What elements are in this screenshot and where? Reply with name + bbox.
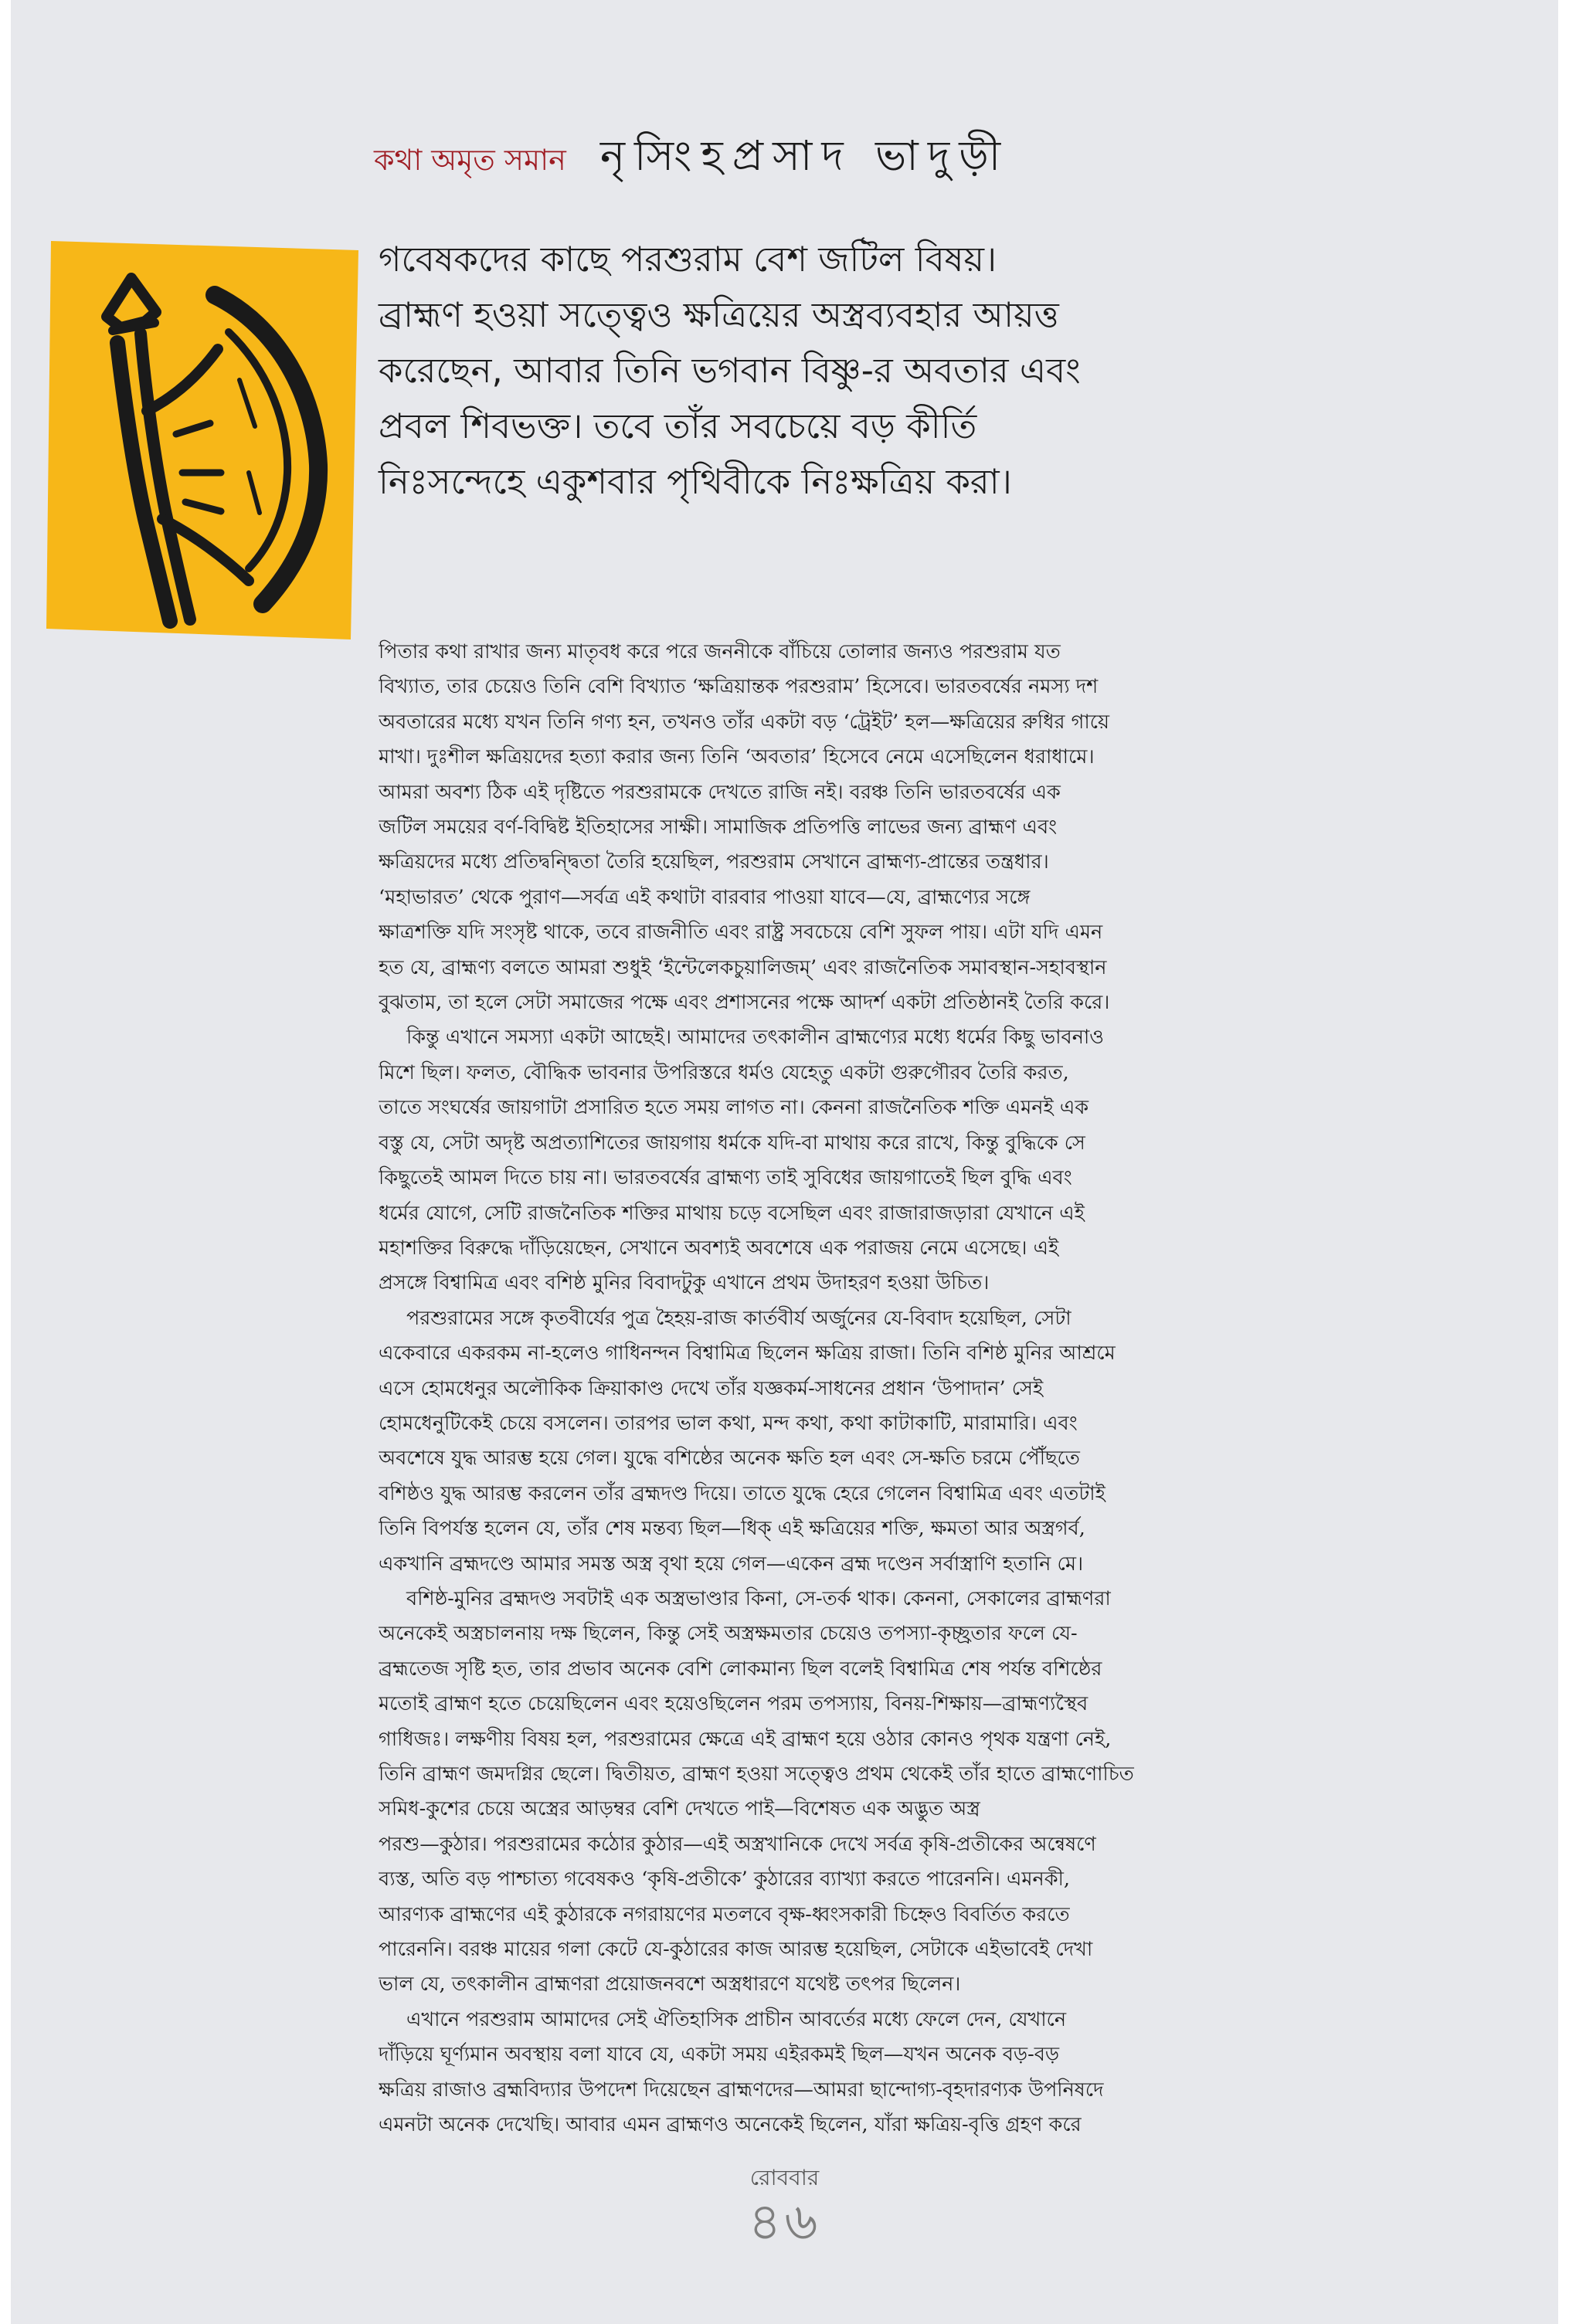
footer-label: রোববার	[749, 2165, 820, 2190]
body-line: পারেননি। বরঞ্চ মায়ের গলা কেটে যে-কুঠারের কাজ আরম্ভ হয়েছিল, সেটাকে এইভাবেই দেখা	[379, 1938, 1093, 1962]
body-line: ধর্মের যোগে, সেটি রাজনৈতিক শক্তির মাথায় চড়ে বসেছিল এবং রাজারাজড়ারা যেখানে এই	[379, 1201, 1085, 1225]
body-line: হোমধেনুটিকেই চেয়ে বসলেন। তারপর ভাল কথা, মন্দ কথা, কথা কাটাকাটি, মারামারি। এবং	[379, 1411, 1078, 1435]
body-line: ব্যস্ত, অতি বড় পাশ্চাত্য গবেষকও ‘কৃষি-প্রতীকে’ কুঠারের ব্যাখ্যা করতে পারেননি। এমনকী,	[379, 1868, 1071, 1891]
page-number: ৪৬	[748, 2192, 821, 2251]
body-line: অনেকেই অস্ত্রচালনায় দক্ষ ছিলেন, কিন্তু সেই অস্ত্রক্ষমতার চেয়েও তপস্যা-কৃচ্ছ্রতার ফলে যে-	[379, 1622, 1078, 1646]
body-line: একখানি ব্রহ্মদণ্ডে আমার সমস্ত অস্ত্র বৃথা হয়ে গেল—একেন ব্রহ্ম দণ্ডেন সর্বাস্ত্রাণি হতানি মে।	[379, 1552, 1084, 1576]
body-line: বশিষ্ঠ-মুনির ব্রহ্মদণ্ড সবটাই এক অস্ত্রভাণ্ডার কিনা, সে-তর্ক থাক। কেননা, সেকালের ব্রাহ্মণরা	[406, 1586, 1111, 1610]
body-line: কিন্তু এখানে সমস্যা একটা আছেই। আমাদের তৎকালীন ব্রাহ্মণ্যের মধ্যে ধর্মের কিছু ভাবনাও	[406, 1026, 1105, 1050]
body-line: আমরা অবশ্য ঠিক এই দৃষ্টিতে পরশুরামকে দেখতে রাজি নই। বরঞ্চ তিনি ভারতবর্ষের এক	[379, 780, 1061, 804]
body-line: পিতার কথা রাখার জন্য মাতৃবধ করে পরে জননীকে বাঁচিয়ে তোলার জন্যও পরশুরাম যত	[379, 640, 1061, 663]
column-name: কথা অমৃত সমান	[374, 143, 566, 177]
body-line: গাধিজঃ। লক্ষণীয় বিষয় হল, পরশুরামের ক্ষেত্রে এই ব্রাহ্মণ হয়ে ওঠার কোনও পৃথক যন্ত্রণা নেই,	[379, 1727, 1112, 1751]
body-line: অবশেষে যুদ্ধ আরম্ভ হয়ে গেল। যুদ্ধে বশিষ্ঠের অনেক ক্ষতি হল এবং সে-ক্ষতি চরমে পৌঁছতে	[379, 1447, 1080, 1471]
body-line: দাঁড়িয়ে ঘূর্ণ্যমান অবস্থায় বলা যাবে যে, একটা সময় এইরকমই ছিল—যখন অনেক বড়-বড়	[379, 2043, 1060, 2067]
body-line: বস্তু যে, সেটা অদৃষ্ট অপ্রত্যাশিতের জায়গায় ধর্মকে যদি-বা মাথায় করে রাখে, কিন্তু বুদ্ধিকে সে	[379, 1131, 1085, 1155]
body-line: এসে হোমধেনুর অলৌকিক ক্রিয়াকাণ্ড দেখে তাঁর যজ্ঞকর্ম-সাধনের প্রধান ‘উপাদান’ সেই	[379, 1376, 1044, 1400]
body-line: বশিষ্ঠও যুদ্ধ আরম্ভ করলেন তাঁর ব্রহ্মদণ্ড দিয়ে। তাতে যুদ্ধে হেরে গেলেন বিশ্বামিত্র এবং এতটাই	[379, 1481, 1105, 1505]
body-line: একেবারে একরকম না-হলেও গাধিনন্দন বিশ্বামিত্র ছিলেন ক্ষত্রিয় রাজা। তিনি বশিষ্ঠ মুনির আশ্রমে	[379, 1342, 1116, 1366]
body-line: ‘মহাভারত’ থেকে পুরাণ—সর্বত্র এই কথাটা বারবার পাওয়া যাবে—যে, ব্রাহ্মণ্যের সঙ্গে	[379, 885, 1031, 909]
body-line: ক্ষত্রিয়দের মধ্যে প্রতিদ্বন্দ্বিতা তৈরি হয়েছিল, পরশুরাম সেখানে ব্রাহ্মণ্য-প্রান্তের তন্ত্রধার।	[379, 850, 1049, 874]
body-line: এমনটা অনেক দেখেছি। আবার এমন ব্রাহ্মণও অনেকেই ছিলেন, যাঁরা ক্ষত্রিয়-বৃত্তি গ্রহণ করে	[379, 2113, 1082, 2137]
body-line: হত যে, ব্রাহ্মণ্য বলতে আমরা শুধুই ‘ইন্টেলেকচুয়ালিজম্’ এবং রাজনৈতিক সমাবস্থান-সহাবস্থান	[379, 955, 1107, 979]
body-line: ক্ষত্রিয় রাজাও ব্রহ্মবিদ্যার উপদেশ দিয়েছেন ব্রাহ্মণদের—আমরা ছান্দোগ্য-বৃহদারণ্যক উপনিষদে	[379, 2078, 1104, 2102]
intro-paragraph	[379, 232, 1290, 510]
intro-line: নিঃসন্দেহে একুশবার পৃথিবীকে নিঃক্ষত্রিয় করা।	[379, 461, 1012, 502]
intro-line: ব্রাহ্মণ হওয়া সত্ত্বেও ক্ষত্রিয়ের অস্ত্রব্যবহার আয়ত্ত	[379, 294, 1059, 335]
body-line: মহাশক্তির বিরুদ্ধে দাঁড়িয়েছেন, সেখানে অবশ্যই অবশেষে এক পরাজয় নেমে এসেছে। এই	[379, 1236, 1059, 1260]
article-body	[379, 635, 1275, 2142]
body-line: বুঝতাম, তা হলে সেটা সমাজের পক্ষে এবং প্রশাসনের পক্ষে আদর্শ একটা প্রতিষ্ঠানই তৈরি করে।	[379, 991, 1110, 1015]
author-name: নৃসিংহপ্রসাদ ভাদুড়ী	[599, 131, 1010, 180]
intro-line: গবেষকদের কাছে পরশুরাম বেশ জটিল বিষয়।	[379, 239, 997, 280]
body-line: অবতারের মধ্যে যখন তিনি গণ্য হন, তখনও তাঁর একটা বড় ‘ট্রেইট’ হল—ক্ষত্রিয়ের রুধির গায়ে	[379, 710, 1110, 734]
body-line: জটিল সময়ের বর্ণ-বিদ্বিষ্ট ইতিহাসের সাক্ষী। সামাজিক প্রতিপত্তি লাভের জন্য ব্রাহ্মণ এবং	[379, 816, 1058, 840]
body-line: মিশে ছিল। ফলত, বৌদ্ধিক ভাবনার উপরিস্তরে ধর্মও যেহেতু একটা গুরুগৌরব তৈরি করত,	[379, 1060, 1069, 1084]
body-line: প্রসঙ্গে বিশ্বামিত্র এবং বশিষ্ঠ মুনির বিবাদটুকু এখানে প্রথম উদাহরণ হওয়া উচিত।	[379, 1271, 990, 1295]
axe-icon	[46, 241, 358, 640]
body-line: ভাল যে, তৎকালীন ব্রাহ্মণরা প্রয়োজনবশে অস্ত্রধারণে যথেষ্ট তৎপর ছিলেন।	[379, 1973, 961, 1997]
body-line: কিছুতেই আমল দিতে চায় না। ভারতবর্ষের ব্রাহ্মণ্য তাই সুবিধের জায়গাতেই ছিল বুদ্ধি এবং	[379, 1166, 1072, 1190]
body-line: তিনি ব্রাহ্মণ জমদগ্নির ছেলে। দ্বিতীয়ত, ব্রাহ্মণ হওয়া সত্ত্বেও প্রথম থেকেই তাঁর হাতে ব্রাহ্মণোচিত	[379, 1763, 1134, 1786]
intro-line: করেছেন, আবার তিনি ভগবান বিষ্ণু-র অবতার এবং	[379, 350, 1081, 391]
body-line: ব্রহ্মতেজ সৃষ্টি হত, তার প্রভাব অনেক বেশি লোকমান্য ছিল বলেই বিশ্বামিত্র শেষ পর্যন্ত বশিষ্ঠের	[379, 1657, 1102, 1681]
intro-line: প্রবল শিবভক্ত। তবে তাঁর সবচেয়ে বড় কীর্তি	[379, 405, 977, 446]
body-line: বিখ্যাত, তার চেয়েও তিনি বেশি বিখ্যাত ‘ক্ষত্রিয়ান্তক পরশুরাম’ হিসেবে। ভারতবর্ষের নমস্য দশ	[379, 675, 1099, 699]
illustration	[46, 241, 358, 640]
body-line: মতোই ব্রাহ্মণ হতে চেয়েছিলেন এবং হয়েওছিলেন পরম তপস্যায়, বিনয়-শিক্ষায়—ব্রাহ্মণ্যস্থৈব	[379, 1692, 1088, 1716]
body-line: এখানে পরশুরাম আমাদের সেই ঐতিহাসিক প্রাচীন আবর্তের মধ্যে ফেলে দেন, যেখানে	[406, 2007, 1067, 2031]
body-line: মাখা। দুঃশীল ক্ষত্রিয়দের হত্যা করার জন্য তিনি ‘অবতার’ হিসেবে নেমে এসেছিলেন ধরাধামে।	[379, 745, 1095, 769]
body-line: আরণ্যক ব্রাহ্মণের এই কুঠারকে নগরায়ণের মতলবে বৃক্ষ-ধ্বংসকারী চিহ্নেও বিবর্তিত করতে	[379, 1902, 1070, 1926]
body-line: তিনি বিপর্যস্ত হলেন যে, তাঁর শেষ মন্তব্য ছিল—ধিক্‌ এই ক্ষত্রিয়ের শক্তি, ক্ষমতা আর অস্ত্রগর্ব,	[379, 1517, 1085, 1541]
magazine-page	[11, 0, 1558, 2324]
page-header	[374, 124, 1010, 193]
body-line: পরশুরামের সঙ্গে কৃতবীর্যের পুত্র হৈহয়-রাজ কার্তবীর্য অর্জুনের যে-বিবাদ হয়েছিল, সেটা	[406, 1306, 1071, 1330]
body-line: তাতে সংঘর্ষের জায়গাটা প্রসারিত হতে সময় লাগত না। কেননা রাজনৈতিক শক্তি এমনই এক	[379, 1096, 1089, 1120]
body-line: ক্ষাত্রশক্তি যদি সংসৃষ্ট থাকে, তবে রাজনীতি এবং রাষ্ট্র সবচেয়ে বেশি সুফল পায়। এটা যদি এমন	[379, 921, 1103, 945]
body-line: সমিধ-কুশের চেয়ে অস্ত্রের আড়ম্বর বেশি দেখতে পাই—বিশেষত এক অদ্ভুত অস্ত্র	[379, 1797, 980, 1821]
body-line: পরশু—কুঠার। পরশুরামের কঠোর কুঠার—এই অস্ত্রখানিকে দেখে সর্বত্র কৃষি-প্রতীকের অন্বেষণে	[379, 1832, 1096, 1856]
